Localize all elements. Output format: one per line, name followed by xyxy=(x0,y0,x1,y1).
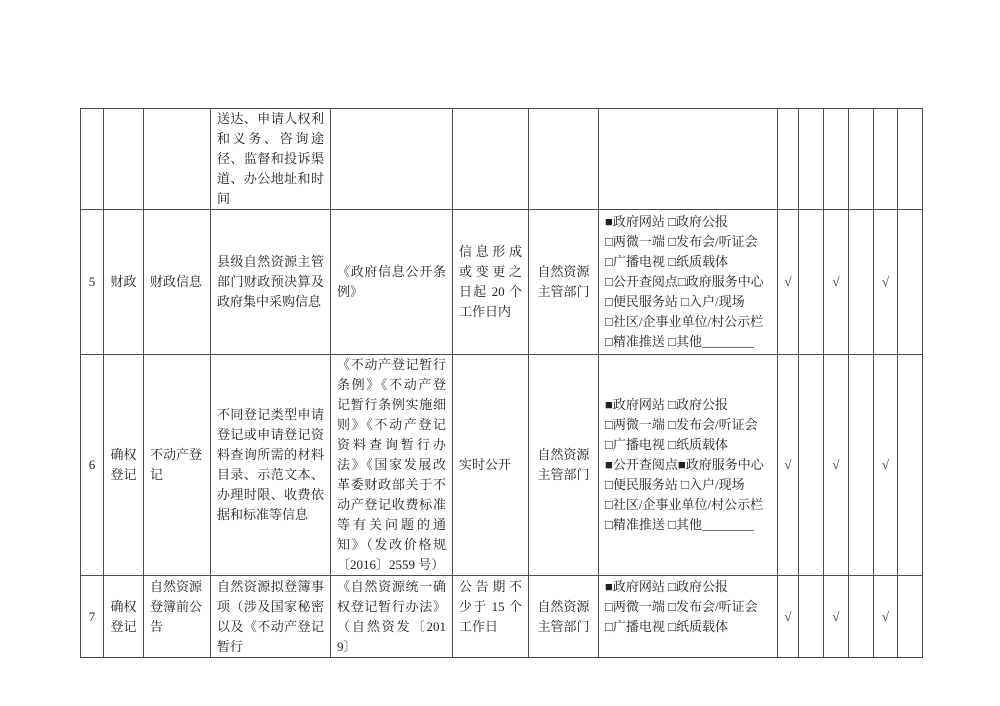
check-cell xyxy=(824,109,849,210)
channels-cell xyxy=(599,109,778,210)
check-cell: √ xyxy=(778,576,799,658)
department-cell: 自然资源主管部门 xyxy=(529,576,599,658)
channel-line: □便民服务站 □入户/现场 xyxy=(605,294,745,309)
serial-cell: 7 xyxy=(81,576,104,658)
basis-cell xyxy=(331,109,453,210)
category-cell xyxy=(104,109,144,210)
check-cell xyxy=(874,109,898,210)
channels-cell xyxy=(599,355,778,576)
channel-line: □公开查阅点□政府服务中心 xyxy=(605,274,764,289)
check-cell xyxy=(799,576,824,658)
serial-cell: 5 xyxy=(81,210,104,355)
check-cell: √ xyxy=(824,210,849,355)
check-cell xyxy=(799,109,824,210)
basis-cell: 《自然资源统一确权登记暂行办法》（自然资发〔2019〕 xyxy=(331,576,453,658)
channel-line: □广播电视 □纸质载体 xyxy=(605,437,728,452)
check-cell xyxy=(898,210,923,355)
channel-line: ■政府网站 □政府公报 xyxy=(605,579,728,594)
channel-line: □两微一端 □发布会/听证会 xyxy=(605,234,758,249)
serial-cell xyxy=(81,109,104,210)
department-cell xyxy=(529,109,599,210)
department-cell: 自然资源主管部门 xyxy=(529,355,599,576)
check-cell xyxy=(898,576,923,658)
check-cell xyxy=(849,210,874,355)
channel-line: □两微一端 □发布会/听证会 xyxy=(605,599,758,614)
check-cell: √ xyxy=(824,355,849,576)
category-cell: 确权登记 xyxy=(104,576,144,658)
serial-cell: 6 xyxy=(81,355,104,576)
table-row-6 xyxy=(81,355,923,576)
channel-line: ■政府网站 □政府公报 xyxy=(605,397,728,412)
channel-line: □两微一端 □发布会/听证会 xyxy=(605,417,758,432)
check-cell xyxy=(778,109,799,210)
channel-line: □精准推送 □其他________ xyxy=(605,334,754,349)
check-cell xyxy=(799,210,824,355)
channels-cell xyxy=(599,210,778,355)
check-cell xyxy=(799,355,824,576)
channel-line: □社区/企事业单位/村公示栏 xyxy=(605,497,764,512)
check-cell: √ xyxy=(824,576,849,658)
check-cell: √ xyxy=(874,576,898,658)
basis-cell: 《不动产登记暂行条例》《不动产登记暂行条例实施细则》《不动产登记资料查询暂行办法》《国家发展改革委财政部关于不动产登记收费标准等有关问题的通知》（发改价格规〔2016〕2559 号） xyxy=(331,355,453,576)
check-cell: √ xyxy=(778,210,799,355)
content-cell: 自然资源拟登簿事项（涉及国家秘密以及《不动产登记暂行 xyxy=(211,576,331,658)
channel-line: □精准推送 □其他________ xyxy=(605,517,754,532)
check-cell xyxy=(849,355,874,576)
channel-line: □广播电视 □纸质载体 xyxy=(605,254,728,269)
category-cell: 确权登记 xyxy=(104,355,144,576)
check-cell xyxy=(898,355,923,576)
channel-line: □社区/企事业单位/村公示栏 xyxy=(605,314,764,329)
channel-line: ■政府网站 □政府公报 xyxy=(605,214,728,229)
basis-cell: 《政府信息公开条例》 xyxy=(331,210,453,355)
table-row-5 xyxy=(81,210,923,355)
subcategory-cell: 财政信息 xyxy=(144,210,211,355)
public-info-disclosure-table xyxy=(80,108,923,658)
deadline-cell xyxy=(453,109,529,210)
content-cell: 不同登记类型申请登记或申请登记资料查询所需的材料目录、示范文本、办理时限、收费依据和标准等信息 xyxy=(211,355,331,576)
check-cell xyxy=(898,109,923,210)
document-page xyxy=(80,108,922,658)
deadline-cell: 信息形成或变更之日起 20 个工作日内 xyxy=(453,210,529,355)
deadline-cell: 实时公开 xyxy=(453,355,529,576)
table-row-continuation xyxy=(81,109,923,210)
department-cell: 自然资源主管部门 xyxy=(529,210,599,355)
channel-line: ■公开查阅点■政府服务中心 xyxy=(605,457,764,472)
check-cell: √ xyxy=(874,210,898,355)
check-cell xyxy=(849,109,874,210)
subcategory-cell: 不动产登记 xyxy=(144,355,211,576)
category-cell: 财政 xyxy=(104,210,144,355)
content-cell: 县级自然资源主管部门财政预决算及政府集中采购信息 xyxy=(211,210,331,355)
channel-line: □便民服务站 □入户/现场 xyxy=(605,477,745,492)
deadline-cell: 公告期不少于 15 个工作日 xyxy=(453,576,529,658)
subcategory-cell: 自然资源登簿前公告 xyxy=(144,576,211,658)
check-cell: √ xyxy=(874,355,898,576)
content-cell: 送达、申请人权利和义务、咨询途径、监督和投诉渠道、办公地址和时间 xyxy=(211,109,331,210)
table-row-7 xyxy=(81,576,923,658)
check-cell: √ xyxy=(778,355,799,576)
channel-line: □广播电视 □纸质载体 xyxy=(605,619,728,634)
check-cell xyxy=(849,576,874,658)
channels-cell xyxy=(599,576,778,658)
subcategory-cell xyxy=(144,109,211,210)
